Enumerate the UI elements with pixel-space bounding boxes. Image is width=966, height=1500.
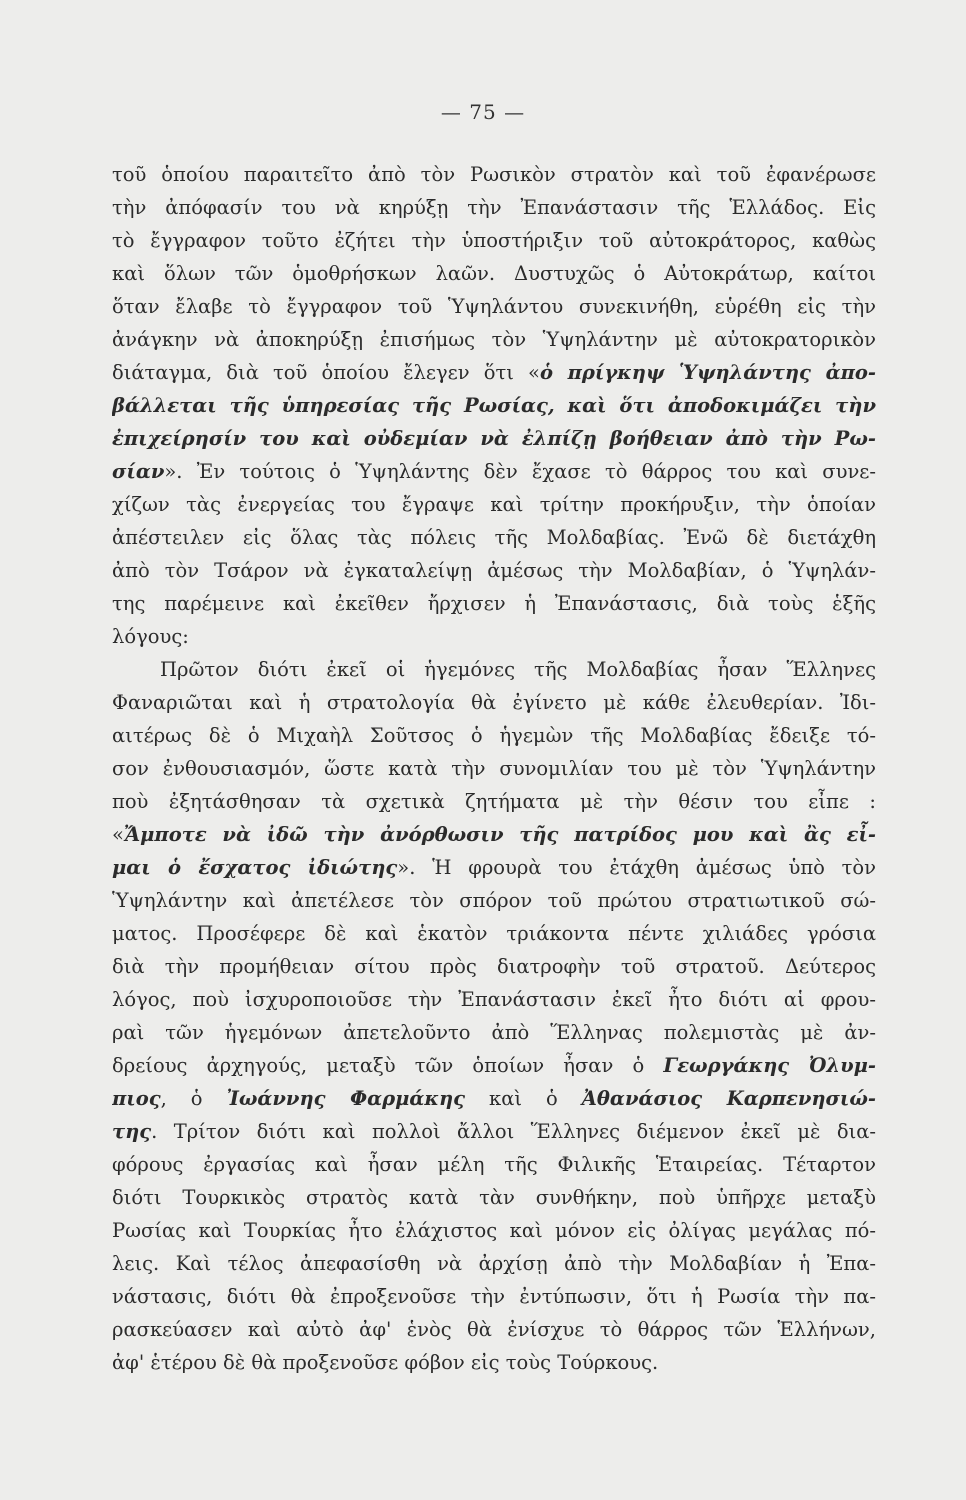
italic-run: σίαν (112, 460, 165, 483)
text-line (112, 389, 876, 422)
text-line (112, 224, 876, 257)
text-line (112, 1115, 876, 1148)
text-run: σον ἐνθουσιασμόν, ὥστε κατὰ τὴν συνομιλίαν του μὲ τὸν Ὑψηλάντην (112, 757, 876, 780)
text-line (112, 884, 876, 917)
text-run: Φαναριῶται καὶ ἡ στρατολογία θὰ ἐγίνετο μὲ κάθε ἐλευθερίαν. Ἰδι- (112, 691, 876, 714)
text-run: Ὑψηλάντην καὶ ἀπετέλεσε τὸν σπόρον τοῦ πρώτου στρατιωτικοῦ σώ- (112, 889, 876, 912)
text-line (112, 290, 876, 323)
text-run: τὸ ἔγγραφον τοῦτο ἐζήτει τὴν ὑποστήριξιν τοῦ αὐτοκράτορος, καθὼς (112, 229, 876, 252)
text-line (112, 752, 876, 785)
italic-run: ὁ πρίγκηψ Ὑψηλάντης ἀπο- (539, 361, 876, 384)
text-run: διάταγμα, διὰ τοῦ ὁποίου ἔλεγεν ὅτι « (112, 361, 540, 384)
italic-run: Ἄμποτε νὰ ἰδῶ τὴν ἀνόρθωσιν τῆς πατρίδος μου καὶ ἂς εἶ- (123, 823, 876, 846)
text-line (112, 257, 876, 290)
text-run: ραὶ τῶν ἡγεμόνων ἀπετελοῦντο ἀπὸ Ἕλληνας πολεμιστὰς μὲ ἀν- (112, 1021, 876, 1044)
text-line (112, 422, 876, 455)
text-line (112, 191, 876, 224)
text-line (112, 818, 876, 851)
text-run: τὴν ἀπόφασίν του νὰ κηρύξῃ τὴν Ἐπανάστασιν τῆς Ἑλλάδος. Εἰς (112, 196, 876, 219)
text-run: ποὺ ἐξητάσθησαν τὰ σχετικὰ ζητήματα μὲ τὴν θέσιν του εἶπε : (112, 790, 876, 813)
text-run: ἀπὸ τὸν Τσάρον νὰ ἐγκαταλείψῃ ἀμέσως τὴν Μολδαβίαν, ὁ Ὑψηλάν- (112, 559, 876, 582)
italic-run: μαι ὁ ἔσχατος ἰδιώτης (112, 856, 398, 879)
text-run: ματος. Προσέφερε δὲ καὶ ἑκατὸν τριάκοντα πέντε χιλιάδες γρόσια (112, 922, 876, 945)
text-run: ». Ἡ φρουρὰ του ἐτάχθη ἀμέσως ὑπὸ τὸν (397, 856, 876, 879)
text-run: λόγους: (112, 625, 189, 648)
text-run: δρείους ἀρχηγούς, μεταξὺ τῶν ὁποίων ἦσαν ὁ (112, 1054, 664, 1077)
text-line (112, 950, 876, 983)
page-number: — 75 — (440, 100, 526, 124)
text-run: ἀφ' ἑτέρου δὲ θὰ προξενοῦσε φόβον εἰς τοὺς Τούρκους. (112, 1351, 659, 1374)
text-line (112, 1247, 876, 1280)
text-run: διότι Τουρκικὸς στρατὸς κατὰ τὰν συνθήκην, ποὺ ὑπῆρχε μεταξὺ (112, 1186, 876, 1209)
italic-run: βάλλεται τῆς ὑπηρεσίας τῆς Ρωσίας, καὶ ὅτι ἀποδοκιμάζει τὴν (112, 394, 876, 417)
text-line (112, 1214, 876, 1247)
text-run: , ὁ (160, 1087, 227, 1110)
text-run: ἀνάγκην νὰ ἀποκηρύξῃ ἐπισήμως τὸν Ὑψηλάντην μὲ αὐτοκρατορικὸν (112, 328, 876, 351)
italic-run: Ἰωάννης Φαρμάκης (226, 1087, 466, 1110)
italic-run: Ἀθανάσιος Καρπενησιώ- (581, 1087, 876, 1110)
text-run: νάστασις, διότι θὰ ἐπροξενοῦσε τὴν ἐντύπωσιν, ὅτι ἡ Ρωσία τὴν πα- (112, 1285, 876, 1308)
text-run: ἀπέστειλεν εἰς ὅλας τὰς πόλεις τῆς Μολδαβίας. Ἐνῶ δὲ διετάχθη (112, 526, 876, 549)
text-line (112, 1016, 876, 1049)
text-run: λόγος, ποὺ ἰσχυροποιοῦσε τὴν Ἐπανάστασιν ἐκεῖ ἦτο διότι αἱ φρου- (112, 988, 876, 1011)
text-line (112, 785, 876, 818)
text-line (112, 1346, 876, 1379)
text-line (112, 455, 876, 488)
text-run: λεις. Καὶ τέλος ἀπεφασίσθη νὰ ἀρχίσῃ ἀπὸ τὴν Μολδαβίαν ἡ Ἐπα- (112, 1252, 876, 1275)
text-line (112, 653, 876, 686)
body-text (112, 158, 876, 1379)
text-line (112, 983, 876, 1016)
text-line (112, 356, 876, 389)
text-line (112, 554, 876, 587)
text-run: ρασκεύασεν καὶ αὐτὸ ἀφ' ἑνὸς θὰ ἐνίσχυε τὸ θάρρος τῶν Ἑλλήνων, (112, 1318, 876, 1341)
text-run: αιτέρως δὲ ὁ Μιχαὴλ Σοῦτσος ὁ ἡγεμὼν τῆς Μολδαβίας ἔδειξε τό- (112, 724, 876, 747)
text-line (112, 1313, 876, 1346)
text-run: της παρέμεινε καὶ ἐκεῖθεν ἤρχισεν ἡ Ἐπανάστασις, διὰ τοὺς ἑξῆς (112, 592, 876, 615)
text-run: ». Ἐν τούτοις ὁ Ὑψηλάντης δὲν ἔχασε τὸ θάρρος του καὶ συνε- (164, 460, 876, 483)
text-line (112, 1082, 876, 1115)
italic-run: Γεωργάκης Ὀλυμ- (663, 1054, 876, 1077)
text-run: καὶ ὁ (465, 1087, 582, 1110)
text-line (112, 1181, 876, 1214)
text-line (112, 686, 876, 719)
text-line (112, 1148, 876, 1181)
text-run: χίζων τὰς ἐνεργείας του ἔγραψε καὶ τρίτην προκήρυξιν, τὴν ὁποίαν (112, 493, 876, 516)
text-line (112, 587, 876, 620)
text-run: Πρῶτον διότι ἐκεῖ οἱ ἡγεμόνες τῆς Μολδαβίας ἦσαν Ἕλληνες (160, 658, 876, 681)
text-run: καὶ ὅλων τῶν ὁμοθρήσκων λαῶν. Δυστυχῶς ὁ Αὐτοκράτωρ, καίτοι (112, 262, 876, 285)
text-line (112, 1280, 876, 1313)
text-line (112, 1049, 876, 1082)
text-line (112, 488, 876, 521)
text-line (112, 158, 876, 191)
text-line (112, 521, 876, 554)
text-line (112, 323, 876, 356)
text-run: Ρωσίας καὶ Τουρκίας ἦτο ἐλάχιστος καὶ μόνον εἰς ὀλίγας μεγάλας πό- (112, 1219, 876, 1242)
text-run: « (112, 823, 124, 846)
text-line (112, 620, 876, 653)
text-run: διὰ τὴν προμήθειαν σίτου πρὸς διατροφὴν τοῦ στρατοῦ. Δεύτερος (112, 955, 876, 978)
text-line (112, 719, 876, 752)
italic-run: πιος (112, 1087, 161, 1110)
text-line (112, 917, 876, 950)
italic-run: της (112, 1120, 152, 1143)
text-line (112, 851, 876, 884)
text-run: ὅταν ἔλαβε τὸ ἔγγραφον τοῦ Ὑψηλάντου συνεκινήθη, εὑρέθη εἰς τὴν (112, 295, 876, 318)
text-run: . Τρίτον διότι καὶ πολλοὶ ἄλλοι Ἕλληνες διέμενον ἐκεῖ μὲ δια- (151, 1120, 876, 1143)
text-run: τοῦ ὁποίου παραιτεῖτο ἀπὸ τὸν Ρωσικὸν στρατὸν καὶ τοῦ ἐφανέρωσε (112, 163, 876, 186)
text-run: φόρους ἐργασίας καὶ ἦσαν μέλη τῆς Φιλικῆς Ἑταιρείας. Τέταρτον (112, 1153, 876, 1176)
italic-run: ἐπιχείρησίν του καὶ οὐδεμίαν νὰ ἐλπίζῃ βοήθειαν ἀπὸ τὴν Ρω- (112, 427, 876, 450)
